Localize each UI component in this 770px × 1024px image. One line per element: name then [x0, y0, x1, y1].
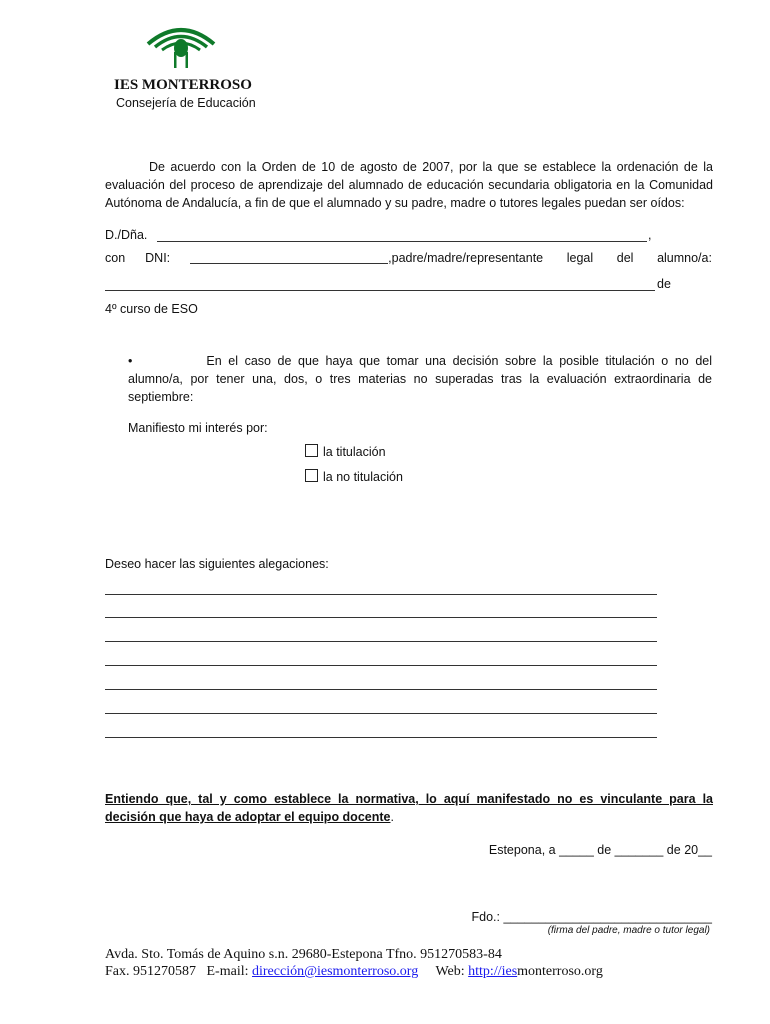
notice-text: Entiendo que, tal y como establece la normativa, lo aquí manifestado no es vinculante para la decisión que haya de adoptar el equipo docente. [105, 792, 713, 824]
allegation-line[interactable] [105, 641, 657, 643]
option-titulacion[interactable]: la titulación [305, 444, 386, 459]
dni-label: DNI: [145, 251, 171, 265]
allegation-line[interactable] [105, 594, 657, 596]
role-text: ,padre/madre/representante [388, 251, 544, 265]
allegation-line[interactable] [105, 689, 657, 691]
interest-label: Manifiesto mi interés por: [128, 421, 268, 435]
role-alumno: alumno/a: [657, 251, 712, 265]
role-del: del [616, 251, 634, 265]
signature-field[interactable]: Fdo.: ______________________________ [471, 910, 712, 924]
bullet-icon: • [128, 354, 133, 368]
name-label: D./Dña. [105, 228, 148, 242]
allegations-label: Deseo hacer las siguientes alegaciones: [105, 557, 329, 571]
de-label: de [657, 277, 671, 291]
junta-andalucia-logo-icon [140, 12, 222, 70]
dni-con-label: con [105, 251, 126, 265]
allegation-line[interactable] [105, 617, 657, 619]
allegation-line[interactable] [105, 713, 657, 715]
department-name: Consejería de Educación [116, 96, 256, 110]
role-legal: legal [566, 251, 594, 265]
student-field[interactable] [105, 290, 655, 291]
dni-field[interactable] [190, 251, 388, 264]
school-name: IES MONTERROSO [114, 77, 252, 93]
course-label: 4º curso de ESO [105, 302, 198, 316]
allegation-line[interactable] [105, 665, 657, 667]
dni-row [105, 251, 712, 265]
signature-caption: (firma del padre, madre o tutor legal) [547, 925, 710, 936]
web-link[interactable]: http://ies [468, 964, 518, 979]
bullet-paragraph: • En el caso de que haya que tomar una decisión sobre la posible titulación o no del alumno/a, por tener una, dos, o tres materias no superadas tras la evaluación extraordinaria de septiembre: [128, 354, 712, 404]
intro-paragraph: De acuerdo con la Orden de 10 de agosto de 2007, por la que se establece la ordenación de la evaluación del proceso de aprendizaje del alumnado de educación secundaria obligatoria en la Comunidad Autónoma de Andalucía, a fin de que el alumnado y su padre, madre o tutores legales puedan ser oídos: [105, 160, 713, 210]
place-date: Estepona, a _____ de _______ de 20__ [488, 843, 712, 857]
name-field[interactable] [157, 241, 647, 242]
name-row: D./Dña. , [105, 228, 652, 242]
allegation-line[interactable] [105, 737, 657, 739]
option-no-titulacion[interactable]: la no titulación [305, 469, 403, 484]
footer-address: Avda. Sto. Tomás de Aquino s.n. 29680-Estepona Tfno. 951270583-84 [105, 947, 502, 962]
email-link[interactable]: dirección@iesmonterroso.org [252, 964, 419, 979]
footer-contact: Fax. 951270587 E-mail: dirección@iesmonterroso.org Web: http://iesmonterroso.org [105, 964, 603, 979]
checkbox-titulacion[interactable] [305, 444, 318, 457]
checkbox-no-titulacion[interactable] [305, 469, 318, 482]
